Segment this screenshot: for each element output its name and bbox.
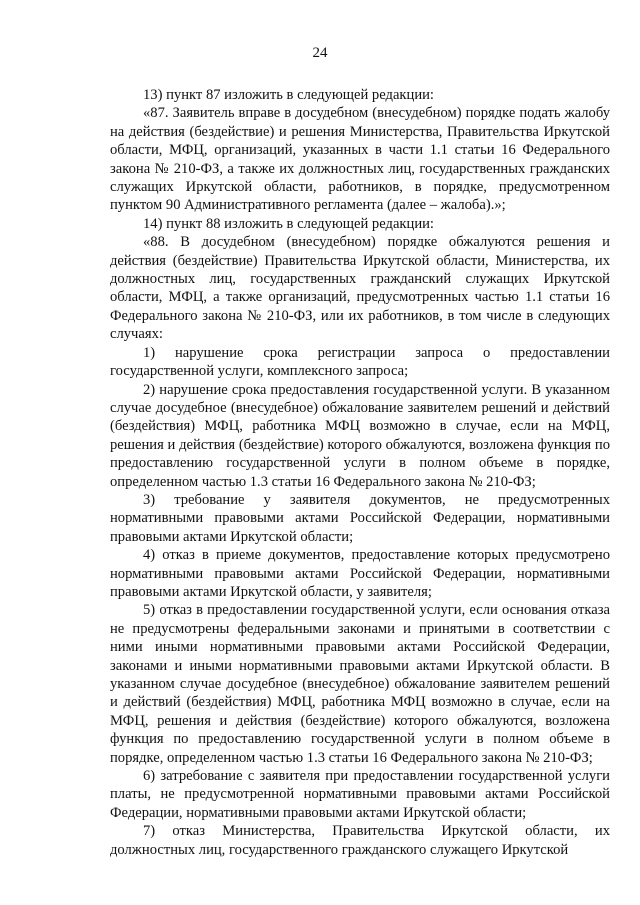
paragraph-case-6: 6) затребование с заявителя при предоставлении государственной услуги платы, не предусмотренной нормативными правовыми актами Российской Федерации, нормативными правовыми актами Иркутской области; (110, 768, 610, 821)
paragraph-clause-87: «87. Заявитель вправе в досудебном (внесудебном) порядке подать жалобу на действия (бездействие) и решения Министерства, Правительства Иркутской области, МФЦ, организаций, указанных в части 1.1 статьи 16 Федерального закона № 210-ФЗ, а также их должностных лиц, государственных гражданских служащих Иркутской области, работников, в порядке, предусмотренном пунктом 90 Административного регламента (далее – жалоба).»; (110, 105, 610, 214)
document-body (110, 86, 610, 859)
paragraph-case-7: 7) отказ Министерства, Правительства Иркутской области, их должностных лиц, государственного гражданского служащего Иркутской (110, 823, 610, 858)
paragraph-case-2: 2) нарушение срока предоставления государственной услуги. В указанном случае досудебное (внесудебное) обжалование заявителем решений и действий (бездействия) МФЦ, работника МФЦ возможно в случае, если на МФЦ, решения и действия (бездействие) которого обжалуются, возложена функция по предоставлению государственной услуги в полном объеме в порядке, определенном частью 1.3 статьи 16 Федерального закона № 210-ФЗ; (110, 381, 610, 490)
paragraph-case-5: 5) отказ в предоставлении государственной услуги, если основания отказа не предусмотрены федеральными законами и принятыми в соответствии с ними иными нормативными правовыми актами Российской Федерации, законами и иными нормативными правовыми актами Иркутской области. В указанном случае досудебное (внесудебное) обжалование заявителем решений и действий (бездействия) МФЦ, работника МФЦ возможно в случае, если на МФЦ, решения и действия (бездействие) которого обжалуются, возложена функция по предоставлению государственной услуги в полном объеме в порядке, определенном частью 1.3 статьи 16 Федерального закона № 210-ФЗ; (110, 602, 610, 766)
page-number: 24 (312, 45, 328, 61)
paragraph-item-13-heading: 13) пункт 87 изложить в следующей редакции: (143, 87, 434, 103)
paragraph-clause-88: «88. В досудебном (внесудебном) порядке обжалуются решения и действия (бездействие) Правительства Иркутской области, Министерства, их должностных лиц, государственных гражданский служащих Иркутской области, МФЦ, а также организаций, предусмотренных частью 1.1 статьи 16 Федерального закона № 210-ФЗ, или их работников, в том числе в следующих случаях: (110, 234, 610, 343)
paragraph-case-1: 1) нарушение срока регистрации запроса о предоставлении государственной услуги, комплексного запроса; (110, 344, 610, 380)
paragraph-case-4: 4) отказ в приеме документов, предоставление которых предусмотрено нормативными правовыми актами Российской Федерации, нормативными правовыми актами Иркутской области, у заявителя; (110, 547, 610, 600)
paragraph-case-3: 3) требование у заявителя документов, не предусмотренных нормативными правовыми актами Российской Федерации, нормативными правовыми актами Иркутской области; (110, 491, 610, 545)
paragraph-item-14-heading: 14) пункт 88 изложить в следующей редакции: (143, 215, 434, 232)
